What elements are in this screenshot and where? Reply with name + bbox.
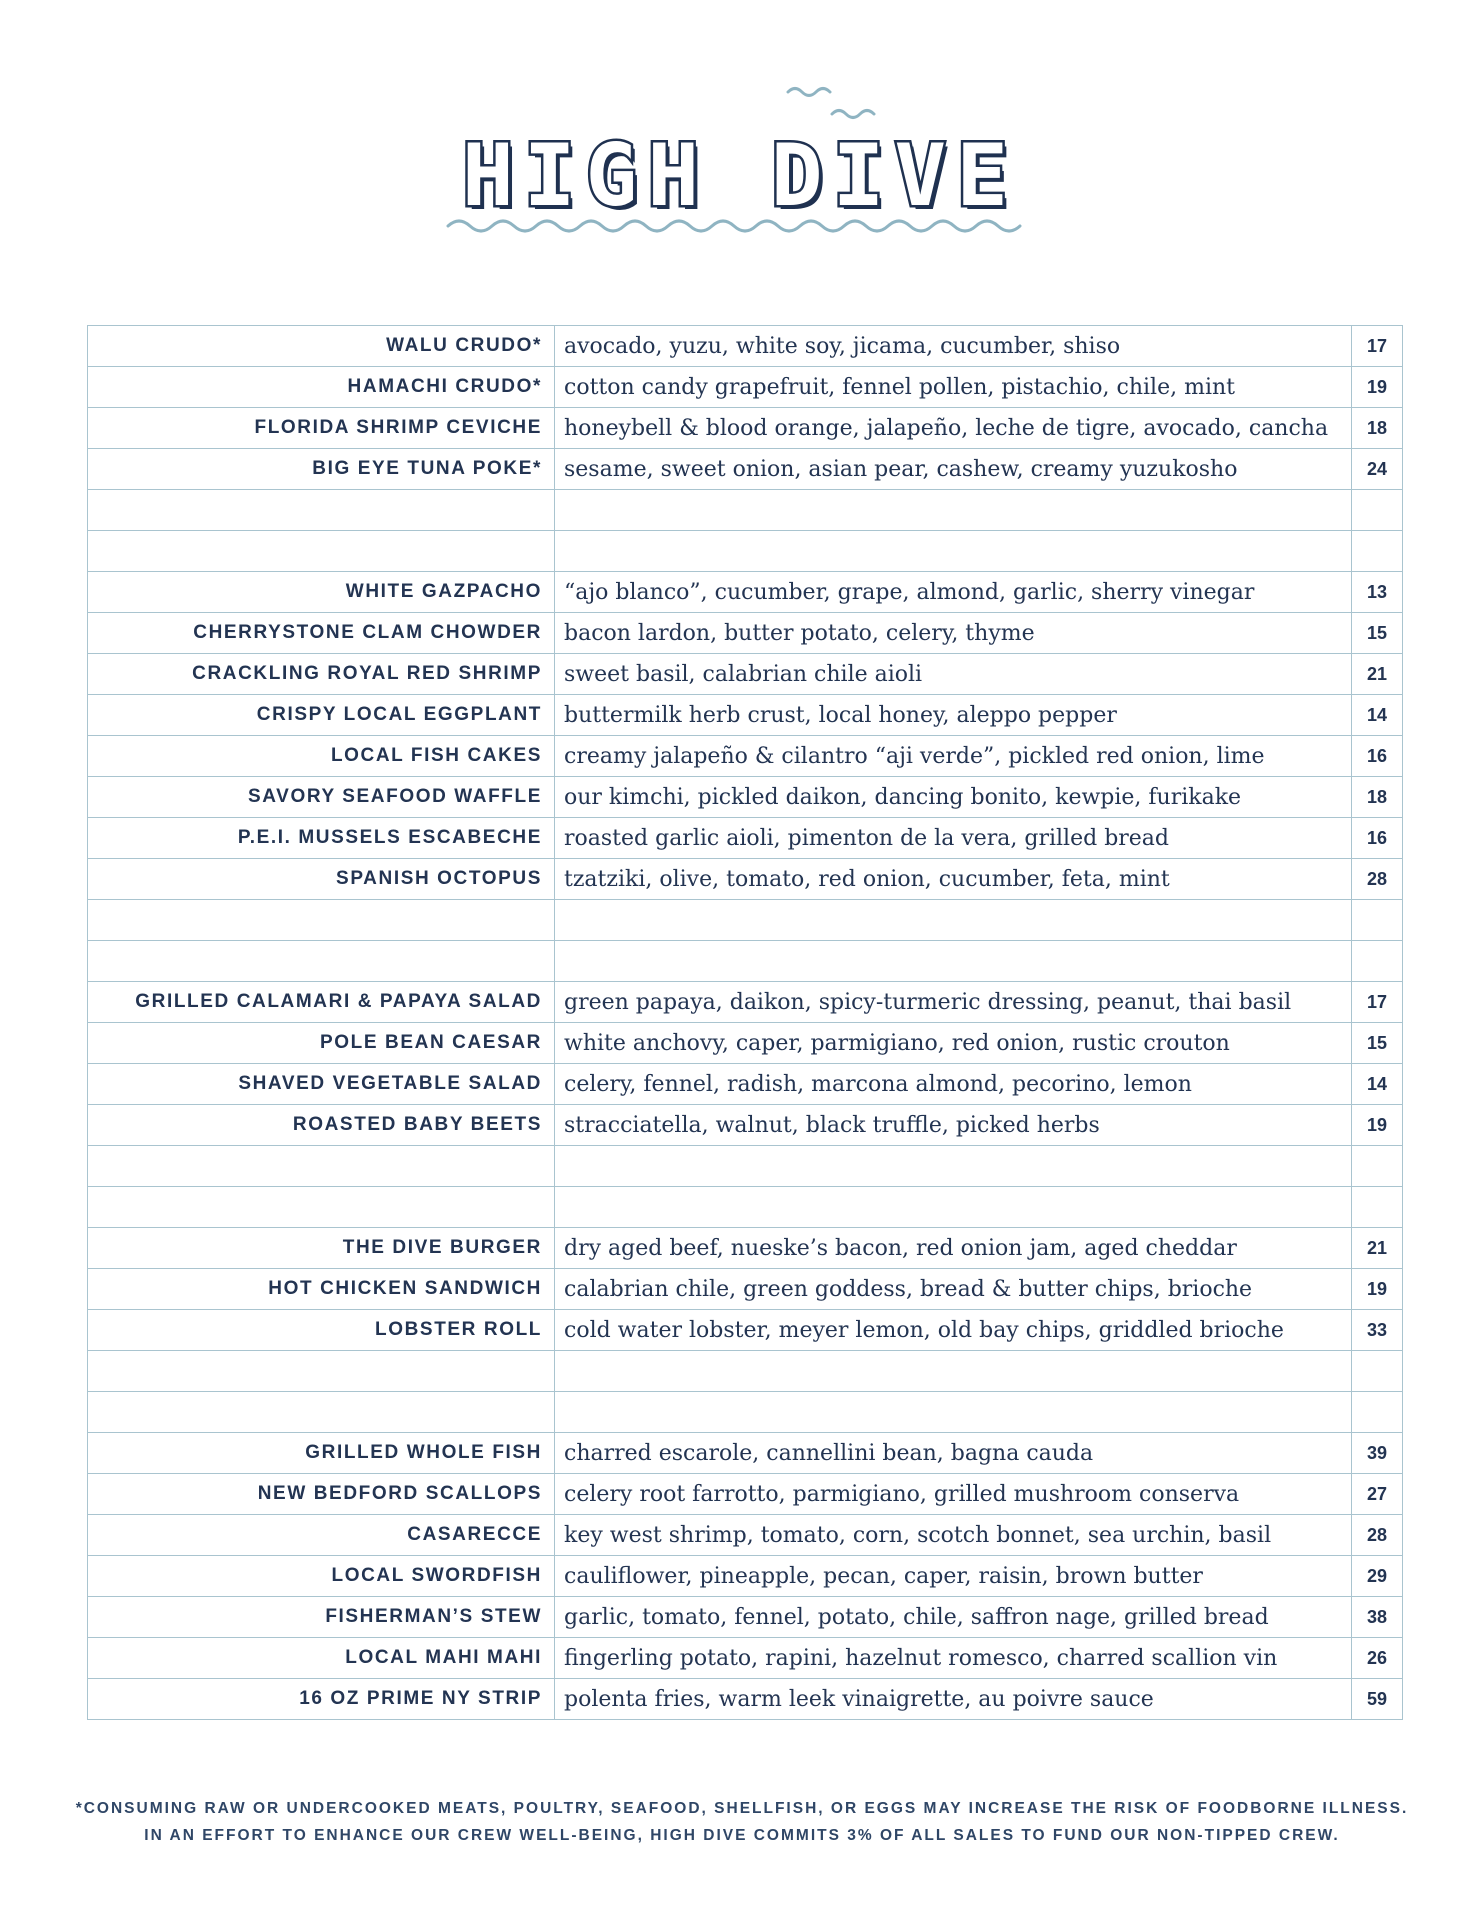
item-price: 17 xyxy=(1352,982,1403,1023)
item-name: SHAVED VEGETABLE SALAD xyxy=(88,1064,555,1105)
spacer-cell xyxy=(1352,900,1403,941)
item-name: CRISPY LOCAL EGGPLANT xyxy=(88,695,555,736)
menu-item-row xyxy=(88,1269,1403,1310)
item-price: 19 xyxy=(1352,1269,1403,1310)
high-dive-logo xyxy=(440,80,1040,250)
item-description: cauliflower, pineapple, pecan, caper, raisin, brown butter xyxy=(555,1556,1352,1597)
menu-item-row xyxy=(88,1064,1403,1105)
item-name: HAMACHI CRUDO* xyxy=(88,367,555,408)
spacer-cell xyxy=(88,900,555,941)
menu-item-row xyxy=(88,1310,1403,1351)
menu-item-row xyxy=(88,572,1403,613)
item-name: GRILLED WHOLE FISH xyxy=(88,1433,555,1474)
item-description: garlic, tomato, fennel, potato, chile, saffron nage, grilled bread xyxy=(555,1597,1352,1638)
spacer-cell xyxy=(1352,531,1403,572)
item-name: SAVORY SEAFOOD WAFFLE xyxy=(88,777,555,818)
spacer-cell xyxy=(1352,1187,1403,1228)
item-description: celery, fennel, radish, marcona almond, pecorino, lemon xyxy=(555,1064,1352,1105)
item-description: stracciatella, walnut, black truffle, picked herbs xyxy=(555,1105,1352,1146)
item-price: 16 xyxy=(1352,818,1403,859)
spacer-cell xyxy=(88,941,555,982)
spacer-cell xyxy=(88,490,555,531)
spacer-cell xyxy=(88,1146,555,1187)
section-spacer-row xyxy=(88,941,1403,982)
item-description: creamy jalapeño & cilantro “aji verde”, pickled red onion, lime xyxy=(555,736,1352,777)
spacer-cell xyxy=(555,1187,1352,1228)
item-price: 14 xyxy=(1352,1064,1403,1105)
spacer-cell xyxy=(555,941,1352,982)
item-name: BIG EYE TUNA POKE* xyxy=(88,449,555,490)
item-price: 18 xyxy=(1352,408,1403,449)
item-description: green papaya, daikon, spicy-turmeric dressing, peanut, thai basil xyxy=(555,982,1352,1023)
restaurant-title: HIGH DIVE xyxy=(462,126,1018,226)
item-description: tzatziki, olive, tomato, red onion, cucumber, feta, mint xyxy=(555,859,1352,900)
item-description: polenta fries, warm leek vinaigrette, au poivre sauce xyxy=(555,1679,1352,1720)
section-spacer-row xyxy=(88,1187,1403,1228)
item-price: 16 xyxy=(1352,736,1403,777)
spacer-cell xyxy=(555,1351,1352,1392)
item-price: 14 xyxy=(1352,695,1403,736)
menu-table xyxy=(87,325,1403,1720)
item-price: 15 xyxy=(1352,1023,1403,1064)
item-description: “ajo blanco”, cucumber, grape, almond, garlic, sherry vinegar xyxy=(555,572,1352,613)
crew-commitment-note: IN AN EFFORT TO ENHANCE OUR CREW WELL-BEING, HIGH DIVE COMMITS 3% OF ALL SALES TO FUND OUR NON-TIPPED CREW. xyxy=(144,1827,1340,1844)
item-name: HOT CHICKEN SANDWICH xyxy=(88,1269,555,1310)
section-spacer-row xyxy=(88,490,1403,531)
menu-item-row xyxy=(88,859,1403,900)
menu-item-row xyxy=(88,1105,1403,1146)
menu-item-row xyxy=(88,1556,1403,1597)
health-disclaimer: *CONSUMING RAW OR UNDERCOOKED MEATS, POULTRY, SEAFOOD, SHELLFISH, OR EGGS MAY INCREASE THE RISK OF FOODBORNE ILLNESS. xyxy=(75,1800,1409,1817)
spacer-cell xyxy=(1352,1146,1403,1187)
section-spacer-row xyxy=(88,900,1403,941)
menu-item-row xyxy=(88,367,1403,408)
spacer-cell xyxy=(1352,1351,1403,1392)
item-description: our kimchi, pickled daikon, dancing bonito, kewpie, furikake xyxy=(555,777,1352,818)
menu-item-row xyxy=(88,695,1403,736)
item-price: 24 xyxy=(1352,449,1403,490)
item-description: fingerling potato, rapini, hazelnut romesco, charred scallion vin xyxy=(555,1638,1352,1679)
item-price: 27 xyxy=(1352,1474,1403,1515)
item-price: 38 xyxy=(1352,1597,1403,1638)
item-name: FLORIDA SHRIMP CEVICHE xyxy=(88,408,555,449)
menu-item-row xyxy=(88,1023,1403,1064)
spacer-cell xyxy=(555,1146,1352,1187)
menu-item-row xyxy=(88,1638,1403,1679)
item-description: calabrian chile, green goddess, bread & butter chips, brioche xyxy=(555,1269,1352,1310)
item-description: bacon lardon, butter potato, celery, thyme xyxy=(555,613,1352,654)
item-price: 19 xyxy=(1352,367,1403,408)
item-name: LOCAL SWORDFISH xyxy=(88,1556,555,1597)
spacer-cell xyxy=(555,1392,1352,1433)
spacer-cell xyxy=(1352,1392,1403,1433)
item-description: dry aged beef, nueske’s bacon, red onion jam, aged cheddar xyxy=(555,1228,1352,1269)
item-description: roasted garlic aioli, pimenton de la vera, grilled bread xyxy=(555,818,1352,859)
item-description: buttermilk herb crust, local honey, aleppo pepper xyxy=(555,695,1352,736)
item-name: POLE BEAN CAESAR xyxy=(88,1023,555,1064)
item-price: 28 xyxy=(1352,859,1403,900)
spacer-cell xyxy=(1352,941,1403,982)
section-spacer-row xyxy=(88,1146,1403,1187)
menu-item-row xyxy=(88,326,1403,367)
item-price: 26 xyxy=(1352,1638,1403,1679)
menu-item-row xyxy=(88,736,1403,777)
item-price: 29 xyxy=(1352,1556,1403,1597)
spacer-cell xyxy=(1352,490,1403,531)
item-name: CHERRYSTONE CLAM CHOWDER xyxy=(88,613,555,654)
spacer-cell xyxy=(88,1351,555,1392)
item-price: 18 xyxy=(1352,777,1403,818)
item-description: sweet basil, calabrian chile aioli xyxy=(555,654,1352,695)
item-price: 17 xyxy=(1352,326,1403,367)
item-name: FISHERMAN’S STEW xyxy=(88,1597,555,1638)
item-name: 16 OZ PRIME NY STRIP xyxy=(88,1679,555,1720)
item-name: LOCAL MAHI MAHI xyxy=(88,1638,555,1679)
item-name: GRILLED CALAMARI & PAPAYA SALAD xyxy=(88,982,555,1023)
spacer-cell xyxy=(555,490,1352,531)
item-name: WHITE GAZPACHO xyxy=(88,572,555,613)
menu-item-row xyxy=(88,1515,1403,1556)
spacer-cell xyxy=(88,531,555,572)
item-description: white anchovy, caper, parmigiano, red onion, rustic crouton xyxy=(555,1023,1352,1064)
menu-item-row xyxy=(88,613,1403,654)
item-price: 59 xyxy=(1352,1679,1403,1720)
menu-item-row xyxy=(88,654,1403,695)
menu-item-row xyxy=(88,982,1403,1023)
section-spacer-row xyxy=(88,531,1403,572)
item-price: 13 xyxy=(1352,572,1403,613)
item-name: LOBSTER ROLL xyxy=(88,1310,555,1351)
section-spacer-row xyxy=(88,1351,1403,1392)
menu-item-row xyxy=(88,777,1403,818)
menu-item-row xyxy=(88,449,1403,490)
item-description: celery root farrotto, parmigiano, grilled mushroom conserva xyxy=(555,1474,1352,1515)
item-description: avocado, yuzu, white soy, jicama, cucumber, shiso xyxy=(555,326,1352,367)
item-name: THE DIVE BURGER xyxy=(88,1228,555,1269)
item-price: 21 xyxy=(1352,654,1403,695)
menu-item-row xyxy=(88,1474,1403,1515)
item-name: SPANISH OCTOPUS xyxy=(88,859,555,900)
item-description: cotton candy grapefruit, fennel pollen, pistachio, chile, mint xyxy=(555,367,1352,408)
spacer-cell xyxy=(88,1187,555,1228)
item-description: sesame, sweet onion, asian pear, cashew, creamy yuzukosho xyxy=(555,449,1352,490)
item-price: 33 xyxy=(1352,1310,1403,1351)
item-name: ROASTED BABY BEETS xyxy=(88,1105,555,1146)
item-name: CASARECCE xyxy=(88,1515,555,1556)
spacer-cell xyxy=(88,1392,555,1433)
item-name: CRACKLING ROYAL RED SHRIMP xyxy=(88,654,555,695)
item-price: 21 xyxy=(1352,1228,1403,1269)
item-price: 39 xyxy=(1352,1433,1403,1474)
spacer-cell xyxy=(555,900,1352,941)
menu-item-row xyxy=(88,1433,1403,1474)
item-description: key west shrimp, tomato, corn, scotch bonnet, sea urchin, basil xyxy=(555,1515,1352,1556)
section-spacer-row xyxy=(88,1392,1403,1433)
spacer-cell xyxy=(555,531,1352,572)
item-description: charred escarole, cannellini bean, bagna cauda xyxy=(555,1433,1352,1474)
item-name: LOCAL FISH CAKES xyxy=(88,736,555,777)
menu-item-row xyxy=(88,1228,1403,1269)
item-price: 28 xyxy=(1352,1515,1403,1556)
item-description: cold water lobster, meyer lemon, old bay chips, griddled brioche xyxy=(555,1310,1352,1351)
menu-item-row xyxy=(88,1679,1403,1720)
item-name: WALU CRUDO* xyxy=(88,326,555,367)
menu-item-row xyxy=(88,408,1403,449)
menu-item-row xyxy=(88,818,1403,859)
menu-item-row xyxy=(88,1597,1403,1638)
item-name: P.E.I. MUSSELS ESCABECHE xyxy=(88,818,555,859)
item-price: 19 xyxy=(1352,1105,1403,1146)
item-name: NEW BEDFORD SCALLOPS xyxy=(88,1474,555,1515)
item-price: 15 xyxy=(1352,613,1403,654)
item-description: honeybell & blood orange, jalapeño, leche de tigre, avocado, cancha xyxy=(555,408,1352,449)
